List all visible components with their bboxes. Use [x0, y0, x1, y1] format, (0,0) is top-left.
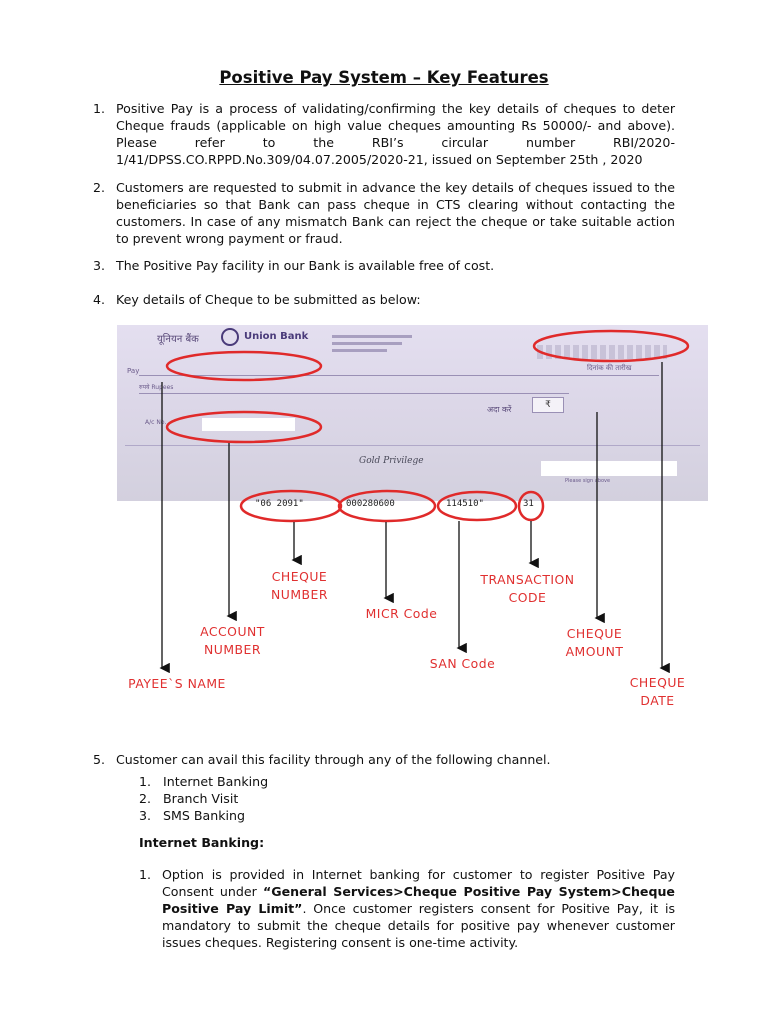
cheque-date-label: CHEQUE DATE [629, 675, 686, 708]
text-line: The Positive Pay facility in our Bank is available free of cost. [116, 258, 495, 273]
text-line: beneficiaries so that Bank can pass cheque in CTS clearing without contacting the [116, 197, 675, 212]
micr-code-label: MICR Code [365, 606, 438, 621]
list-number: 5. [93, 752, 106, 767]
transaction-code-label: TRANSACTION CODE [480, 572, 575, 605]
text-line: Positive Pay is a process of validating/confirming the key details of cheques to deter [116, 101, 675, 116]
text-line: Option is provided in Internet banking for customer to register Positive Pay [162, 867, 675, 882]
page-title: Positive Pay System – Key Features [219, 68, 549, 87]
micr-cheque-number: "06 2091" [255, 499, 304, 509]
cheque-variant: Gold Privilege [359, 456, 424, 466]
cheque-number-label: CHEQUE NUMBER [271, 569, 328, 602]
text-line: Key details of Cheque to be submitted as below: [116, 292, 421, 307]
internet-banking-heading: Internet Banking: [139, 835, 265, 850]
list-number: 1. [93, 101, 106, 116]
text-line: issues cheques. Registering consent is one-time activity. [162, 935, 519, 950]
list-number: 1. [139, 867, 152, 882]
payee-name-label: PAYEE`S NAME [128, 676, 226, 691]
channel-item: 2. Branch Visit [139, 791, 239, 806]
cheque-amount-label: CHEQUE AMOUNT [565, 626, 624, 659]
list-item-5 [93, 751, 675, 769]
channel-item: 3. SMS Banking [139, 808, 245, 823]
text-line: mandatory to submit the cheque details for positive pay whenever customer [162, 918, 675, 933]
text-line: Customers are requested to submit in advance the key details of cheques issued to the [116, 180, 675, 195]
micr-transaction-code: 31 [523, 499, 534, 509]
cheque-number-highlight [241, 491, 341, 521]
list-number: 4. [93, 292, 106, 307]
micr-code-highlight [339, 491, 435, 521]
micr-code-value: 000280600 [346, 499, 395, 509]
amount-label: अदा करें [487, 405, 512, 414]
account-number-label: ACCOUNT NUMBER [200, 624, 265, 657]
date-label: दिनांक की तारीख [587, 364, 632, 372]
rupee-symbol-box: ₹ [532, 397, 564, 413]
text-line: Consent under “General Services>Cheque Positive Pay System>Cheque [162, 884, 675, 899]
rupees-label: रुपये Rupees [139, 384, 174, 391]
account-label: A/c No. [145, 419, 167, 426]
cheque-date-highlight [534, 331, 688, 361]
signature-caption: Please sign above [565, 478, 611, 484]
bank-name-hindi: यूनियन बैंक [157, 334, 199, 345]
pay-label: Pay [127, 367, 140, 375]
text-line: to prevent wrong payment or fraud. [116, 231, 343, 246]
channel-list [139, 773, 268, 824]
san-code-highlight [438, 492, 516, 520]
list-number: 3. [93, 258, 106, 273]
bank-name: Union Bank [244, 331, 309, 342]
text-line: customers. In case of any mismatch Bank can reject the cheque or take suitable action [116, 214, 675, 229]
internet-banking-item [139, 866, 675, 956]
channel-item: 1. Internet Banking [139, 774, 269, 789]
text-line: 1/41/DPSS.CO.RPPD.No.309/04.07.2005/2020-21, issued on September 25th , 2020 [116, 152, 643, 167]
list-number: 2. [93, 180, 106, 195]
text-line: Customer can avail this facility through any of the following channel. [116, 752, 551, 767]
account-number-highlight [167, 412, 321, 442]
text-line: Please refer to the RBI’s circular number RBI/2020- [116, 135, 675, 150]
transaction-code-highlight [519, 492, 543, 520]
text-line: Positive Pay Limit”. Once customer registers consent for Positive Pay, it is [162, 901, 676, 916]
text-line: Cheque frauds (applicable on high value cheques amounting Rs 50000/- and above). [116, 118, 675, 133]
san-code-label: SAN Code [429, 656, 496, 671]
payee-name-highlight [167, 352, 321, 380]
micr-san-value: 114510" [446, 499, 484, 509]
